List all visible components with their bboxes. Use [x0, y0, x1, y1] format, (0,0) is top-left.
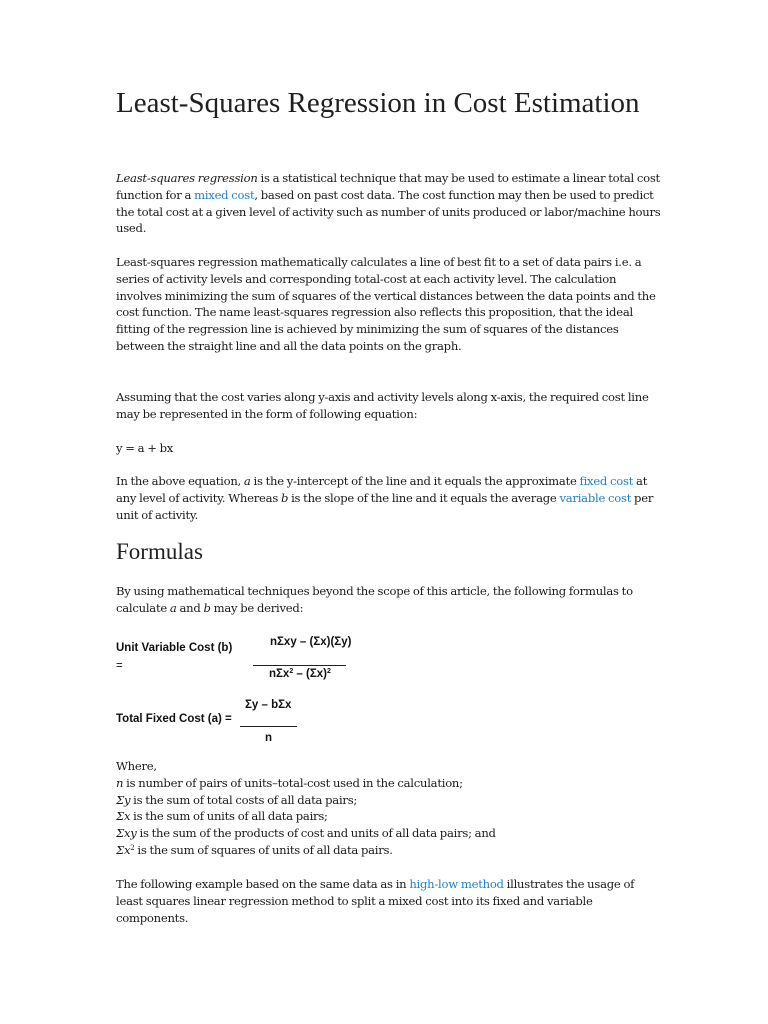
- link-fixed-cost[interactable]: fixed cost: [579, 474, 634, 488]
- intro-term: Least-squares regression: [116, 171, 258, 185]
- formula-a-fraction-bar: [240, 726, 297, 727]
- formula-a-label: Total Fixed Cost (a) =: [116, 713, 232, 725]
- where-item: $\Sigma x^2$ is the sum of squares of units of all data pairs.: [116, 842, 393, 857]
- where-list: [116, 758, 661, 859]
- where-item: n is number of pairs of units–total-cost used in the calculation;: [116, 775, 463, 790]
- formulas-intro-paragraph: By using mathematical techniques beyond the scope of this article, the following formulas to calculate a and b may be derived:: [116, 584, 633, 615]
- intro-paragraph: Least-squares regression is a statistical technique that may be used to estimate a linear total cost function for a mixed cost, based on past cost data. The cost function may then be used to predict the total cost at a given level of activity such as number of units produced or labor/machine hours used.: [116, 171, 661, 236]
- where-item: Σx is the sum of units of all data pairs;: [116, 809, 328, 824]
- formula-b-fraction-bar: [253, 665, 346, 666]
- formula-a-denominator: n: [265, 732, 273, 744]
- formula-b-denominator: $n\Sigma x^2 - (\Sigma x)^2$: [269, 668, 331, 680]
- equation-explanation-paragraph: In the above equation, a is the y-intercept of the line and it equals the approximate fixed cost at any level of activity. Whereas b is the slope of the line and it equals the average variable cost per unit of activity.: [116, 474, 654, 522]
- regression-paragraph: Least-squares regression mathematically calculates a line of best fit to a set of data pairs i.e. a series of activity levels and corresponding total-cost at each activity level. The calculation involves minimizing the sum of squares of the vertical distances between the data points and the cost function. The name least-squares regression also reflects this proposition, that the ideal fitting of the regression line is achieved by minimizing the sum of squares of the distances between the straight line and all the data points on the graph.: [116, 255, 656, 353]
- where-intro: Where,: [116, 759, 157, 773]
- equation-line: y = a + bx: [116, 441, 174, 455]
- formula-a-numerator: Σy – bΣx: [245, 699, 292, 711]
- formula-total-fixed-cost: [116, 699, 316, 749]
- formula-b-label: Unit Variable Cost (b): [116, 642, 233, 654]
- formulas-heading: Formulas: [116, 539, 203, 564]
- formula-unit-variable-cost: [116, 632, 376, 688]
- formula-b-equals: =: [116, 660, 123, 672]
- page-title: Least-Squares Regression in Cost Estimation: [116, 87, 640, 119]
- where-item: Σxy is the sum of the products of cost and units of all data pairs; and: [116, 826, 496, 841]
- link-mixed-cost[interactable]: mixed cost: [194, 187, 255, 202]
- link-high-low-method[interactable]: high-low method: [409, 877, 504, 891]
- link-variable-cost[interactable]: variable cost: [559, 490, 632, 505]
- axis-assumption-paragraph: Assuming that the cost varies along y-axis and activity levels along x-axis, the required cost line may be represented in the form of following equation:: [116, 390, 649, 421]
- formula-b-numerator: nΣxy – (Σx)(Σy): [270, 636, 352, 648]
- example-intro-paragraph: The following example based on the same data as in high-low method illustrates the usage of least squares linear regression method to split a mixed cost into its fixed and variable components.: [116, 877, 635, 925]
- where-item: Σy is the sum of total costs of all data pairs;: [116, 792, 358, 807]
